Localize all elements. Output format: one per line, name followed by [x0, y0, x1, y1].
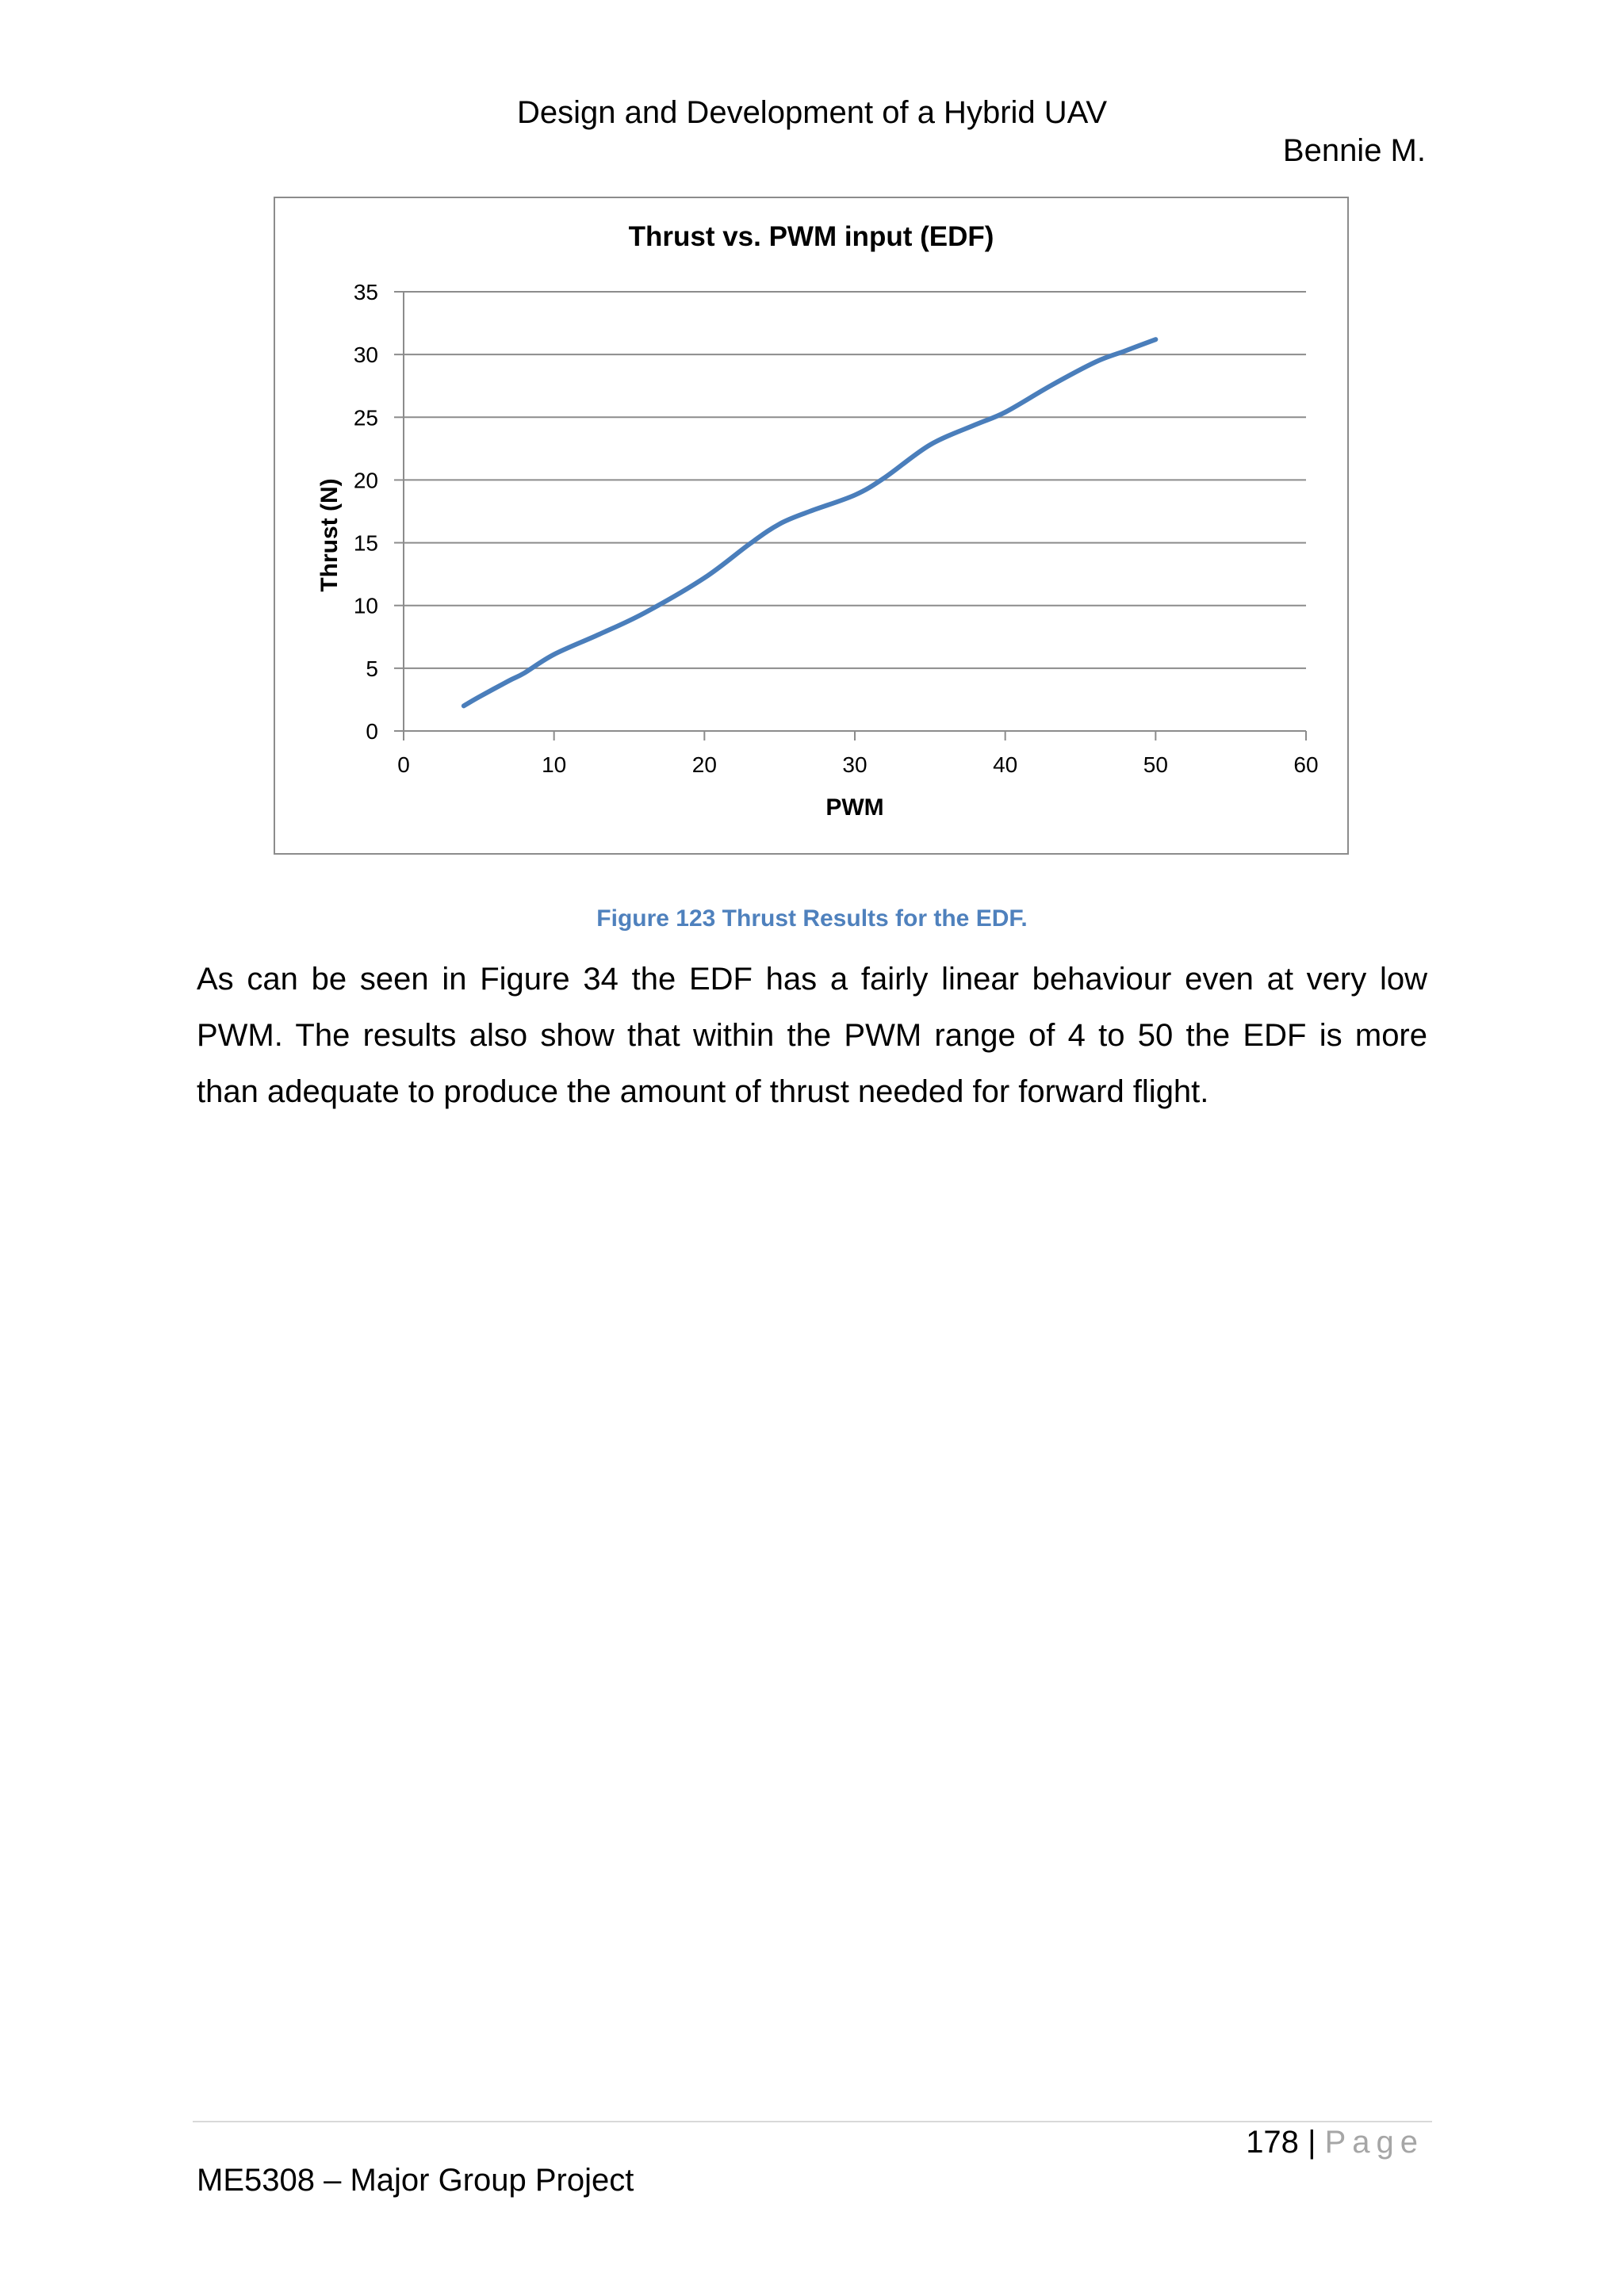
page-number: [1246, 2125, 1424, 2160]
y-tick-label: 0: [366, 719, 378, 744]
y-tick-label: 20: [353, 468, 378, 493]
series-line: [464, 339, 1155, 706]
footer-divider: [193, 2121, 1432, 2122]
x-tick-label: 20: [691, 752, 717, 777]
x-tick-label: 10: [542, 752, 567, 777]
x-tick-label: 60: [1293, 752, 1319, 777]
chart-title: Thrust vs. PWM input (EDF): [628, 221, 994, 252]
footer-course: ME5308 – Major Group Project: [197, 2163, 634, 2198]
y-tick-label: 15: [353, 530, 378, 556]
x-tick-label: 40: [993, 752, 1018, 777]
x-tick-label: 50: [1143, 752, 1168, 777]
page-word: Page: [1324, 2125, 1424, 2160]
chart-container: [274, 197, 1349, 855]
x-tick-label: 30: [842, 752, 868, 777]
x-tick-label: 0: [397, 752, 410, 777]
y-axis-title: Thrust (N): [316, 478, 343, 592]
document-author: Bennie M.: [1282, 133, 1426, 168]
page-number-value: 178: [1246, 2125, 1299, 2160]
body-paragraph: As can be seen in Figure 34 the EDF has a fairly linear behaviour even at very low PWM. The results also show that within the PWM range of 4 to 50 the EDF is more than adequate to produce the amount of thrust needed for forward flight.: [197, 962, 1427, 1109]
y-tick-label: 30: [353, 342, 378, 368]
document-title: Design and Development of a Hybrid UAV: [516, 95, 1108, 130]
y-tick-label: 25: [353, 405, 378, 430]
x-axis-title: PWM: [825, 794, 884, 821]
y-tick-label: 10: [353, 593, 378, 618]
page-number-separator: |: [1308, 2125, 1316, 2160]
y-tick-label: 35: [353, 280, 378, 304]
y-tick-label: 5: [366, 656, 378, 681]
figure-caption: Figure 123 Thrust Results for the EDF.: [596, 905, 1028, 932]
thrust-chart: [275, 198, 1347, 853]
